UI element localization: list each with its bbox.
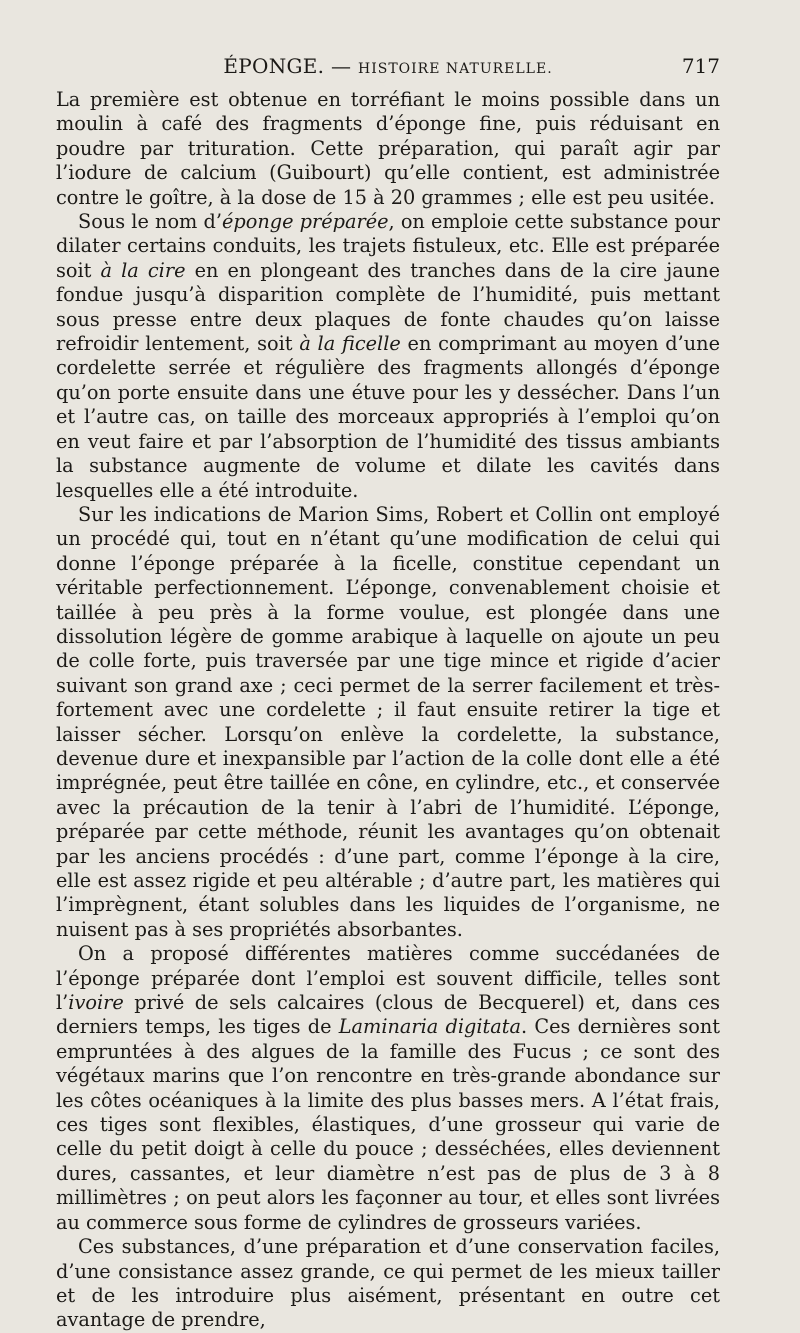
text-run: . Ces dernières sont empruntées à des algues de la famille des Fucus ; ce sont des végétaux marins que l’on rencontre en très-grande abondance sur les côtes océaniques à la limite des plus basses mers. A l’état frais, ces tiges sont flexibles, élastiques, d’une grosseur qui varie de celle du petit doigt à celle du pouce ; desséchées, elles deviennent dures, cassantes, et leur diamètre n’est pas de plus de 3 à 8 millimètres ; on peut alors les façonner au tour, et elles sont livrées au commerce sous forme de cylindres de grosseurs variées. (56, 1015, 720, 1234)
body-text (56, 88, 720, 1333)
text-run: privé de sels calcaires (clous de Becquerel) et, dans ces derniers temps, les tiges de (56, 991, 720, 1039)
header-title-main: ÉPONGE. (223, 54, 325, 78)
text-run: Ces substances, d’une préparation et d’une conservation faciles, d’une consistance assez grande, ce qui permet de les mieux tailler et de les introduire plus aisément, présentant en outre cet avantage de prendre, (56, 1235, 720, 1332)
italic-text: éponge préparée (221, 210, 389, 234)
paragraph (56, 1235, 720, 1333)
page-number: 717 (681, 54, 720, 78)
header-title (56, 54, 720, 78)
italic-text: à la cire (100, 258, 186, 282)
paragraph (56, 210, 720, 503)
paragraph (56, 88, 720, 210)
text-run: La première est obtenue en torréfiant le moins possible dans un moulin à café des fragments d’éponge fine, puis réduisant en poudre par trituration. Cette préparation, qui paraît agir par l’iodure de calcium (Guibourt) qu’elle contient, est administrée contre le goître, à la dose de 15 à 20 grammes ; elle est peu usitée. (56, 88, 720, 209)
running-header (56, 54, 720, 84)
text-run: Sous le nom d’ (78, 210, 222, 234)
paragraph (56, 503, 720, 942)
text-run: Sur les indications de Marion Sims, Robert et Collin ont employé un procédé qui, tout en n’étant qu’une modification de celui qui donne l’éponge préparée à la ficelle, constitue cependant un véritable perfectionnement. L’éponge, convenablement choisie et taillée à peu près à la forme voulue, est plongée dans une dissolution légère de gomme arabique à laquelle on ajoute un peu de colle forte, puis traversée par une tige mince et rigide d’acier suivant son grand axe ; ceci permet de la serrer facilement et très-fortement avec une cordelette ; il faut ensuite retirer la tige et laisser sécher. Lorsqu’on enlève la cordelette, la substance, devenue dure et inexpansible par l’action de la colle dont elle a été imprégnée, peut être taillée en cône, en cylindre, etc., et conservée avec la précaution de la tenir à l’abri de l’humidité. L’éponge, préparée par cette méthode, réunit les avantages qu’on obtenait par les anciens procédés : d’une part, comme l’éponge à la cire, elle est assez rigide et peu altérable ; d’autre part, les matières qui l’imprègnent, étant solubles dans les liquides de l’organisme, ne nuisent pas à ses propriétés absorbantes. (56, 502, 720, 941)
paragraph (56, 942, 720, 1235)
text-run: en en plongeant des tranches dans de la cire jaune fondue jusqu’à disparition complète de l’humidité, puis mettant sous presse entre deux plaques de fonte chaudes qu’on laisse refroidir lentement, soit (56, 258, 720, 356)
italic-text: Laminaria digitata (338, 1015, 522, 1039)
italic-text: à la ficelle (299, 332, 401, 356)
header-separator: — (331, 54, 352, 78)
text-run: , on emploie cette substance pour dilater certains conduits, les trajets fistuleux, etc. Elle est préparée soit (56, 210, 720, 282)
italic-text: ivoire (68, 991, 124, 1015)
header-title-sub: HISTOIRE NATURELLE. (358, 61, 553, 77)
text-run: On a proposé différentes matières comme succédanées de l’éponge préparée dont l’emploi est souvent difficile, telles sont l’ (56, 942, 720, 1015)
text-run: en comprimant au moyen d’une cordelette serrée et régulière des fragments allongés d’éponge qu’on porte ensuite dans une étuve pour les y dessécher. Dans l’un et l’autre cas, on taille des morceaux appropriés à l’emploi qu’on en veut faire et par l’absorption de l’humidité des tissus ambiants la substance augmente de volume et dilate les cavités dans lesquelles elle a été introduite. (56, 332, 720, 502)
